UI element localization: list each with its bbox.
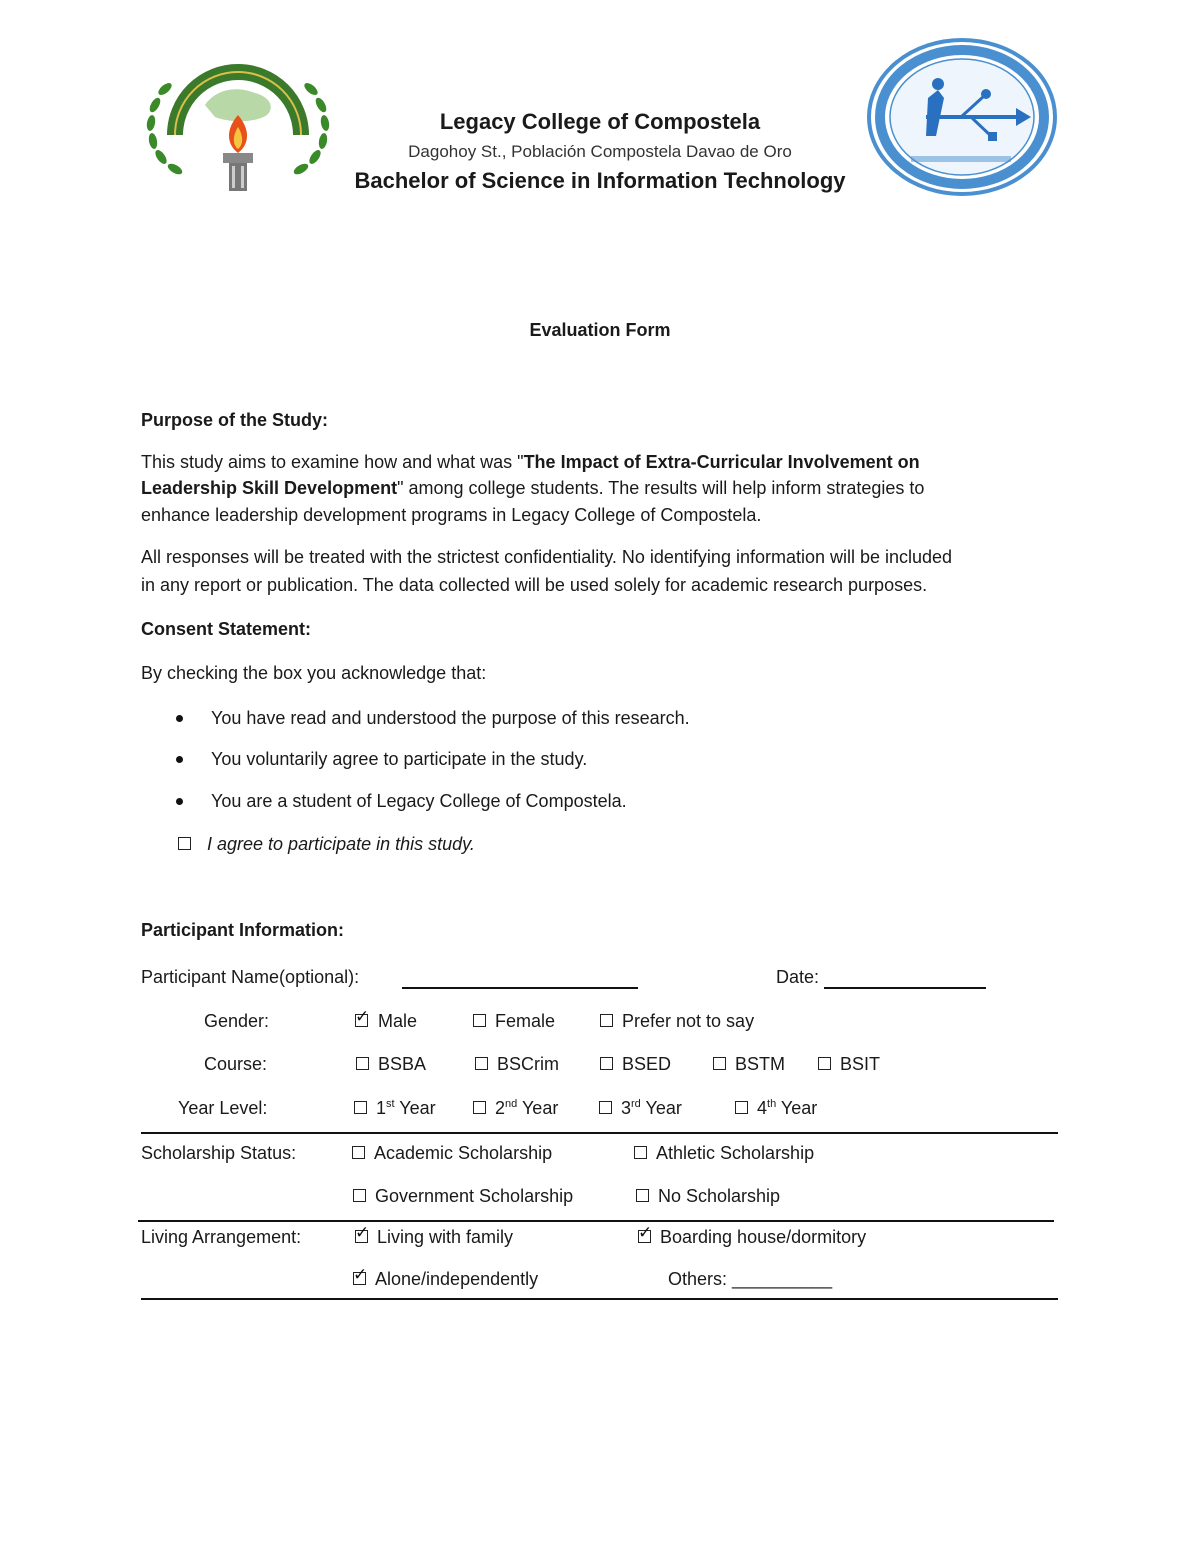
year-4-label (757, 1098, 817, 1119)
gender-female-checkbox[interactable] (473, 1014, 486, 1027)
name-field[interactable] (402, 987, 638, 989)
course-bsba-label: BSBA (378, 1054, 427, 1074)
scholarship-none-checkbox[interactable] (636, 1189, 649, 1202)
consent-bullet-1: You have read and understood the purpose of this research. (211, 708, 690, 728)
living-alone-label: Alone/independently (375, 1269, 539, 1289)
divider-line (141, 1132, 1058, 1134)
purpose-heading: Purpose of the Study: (141, 410, 329, 430)
year-2-word: Year (521, 1098, 559, 1118)
gender-female-label: Female (495, 1011, 556, 1031)
purpose-paragraph-1-line-2 (141, 478, 924, 499)
program-name: Bachelor of Science in Information Technology (354, 168, 846, 193)
gender-label: Gender: (204, 1011, 270, 1031)
living-others-label: Others: __________ (668, 1269, 833, 1289)
course-bstm-label: BSTM (735, 1054, 786, 1074)
purpose-paragraph-1 (141, 452, 920, 473)
divider-line (138, 1220, 1054, 1222)
year-1-checkbox[interactable] (354, 1101, 367, 1114)
year-1-num: 1 (376, 1098, 387, 1118)
year-3-sup: rd (631, 1098, 641, 1110)
agree-label-text: I agree to participate in this study (207, 834, 470, 854)
name-label: Participant Name(optional): (141, 967, 360, 987)
course-bsit-checkbox[interactable] (818, 1057, 831, 1070)
bullet-icon (176, 715, 183, 722)
living-family-label: Living with family (377, 1227, 514, 1247)
living-boarding-checkbox[interactable] (638, 1230, 651, 1243)
course-bscrim-label: BSCrim (497, 1054, 559, 1074)
gender-prefer-not-checkbox[interactable] (600, 1014, 613, 1027)
study-title-part-1: The Impact of Extra-Curricular Involvement on (523, 452, 920, 472)
confidentiality-text-a: All responses will be treated with the strictest confidentiality. No identifying information will be included (141, 547, 953, 567)
purpose-text-b: " among college students. The results will help inform strategies to (397, 478, 925, 498)
confidentiality-text-b: in any report or publication. The data collected will be used solely for academic research purposes. (141, 575, 928, 595)
year-4-num: 4 (757, 1098, 768, 1118)
course-bstm-checkbox[interactable] (713, 1057, 726, 1070)
purpose-text-c: enhance leadership development programs in Legacy College of Compostela. (141, 505, 762, 525)
study-title-part-2: Leadership Skill Development (141, 478, 398, 498)
course-bsba-checkbox[interactable] (356, 1057, 369, 1070)
course-label: Course: (204, 1054, 268, 1074)
gender-male-label: Male (378, 1011, 418, 1031)
year-4-sup: th (767, 1098, 777, 1110)
course-bsit-label: BSIT (840, 1054, 881, 1074)
year-4-word: Year (780, 1098, 818, 1118)
year-4-checkbox[interactable] (735, 1101, 748, 1114)
living-label: Living Arrangement: (141, 1227, 302, 1247)
year-2-num: 2 (495, 1098, 506, 1118)
year-2-label (495, 1098, 558, 1119)
living-family-checkbox[interactable] (355, 1230, 368, 1243)
course-bsed-checkbox[interactable] (600, 1057, 613, 1070)
scholarship-academic-checkbox[interactable] (352, 1146, 365, 1159)
scholarship-academic-label: Academic Scholarship (374, 1143, 553, 1163)
consent-heading: Consent Statement: (141, 619, 312, 639)
bullet-icon (176, 756, 183, 763)
consent-bullet-3: You are a student of Legacy College of Compostela. (211, 791, 627, 811)
school-address: Dagohoy St., Población Compostela Davao de Oro (408, 142, 792, 161)
date-field[interactable] (824, 987, 986, 989)
living-boarding-label: Boarding house/dormitory (660, 1227, 867, 1247)
scholarship-government-checkbox[interactable] (353, 1189, 366, 1202)
agree-checkbox[interactable] (178, 837, 191, 850)
course-bsed-label: BSED (622, 1054, 672, 1074)
year-1-word: Year (399, 1098, 436, 1118)
year-3-num: 3 (621, 1098, 632, 1118)
scholarship-government-label: Government Scholarship (375, 1186, 574, 1206)
year-3-checkbox[interactable] (599, 1101, 612, 1114)
bullet-icon (176, 798, 183, 805)
scholarship-athletic-label: Athletic Scholarship (656, 1143, 815, 1163)
year-1-sup: st (386, 1098, 395, 1110)
form-title: Evaluation Form (529, 320, 671, 340)
year-2-sup: nd (505, 1098, 518, 1110)
year-level-label: Year Level: (178, 1098, 268, 1118)
living-alone-checkbox[interactable] (353, 1272, 366, 1285)
gender-prefer-not-label: Prefer not to say (622, 1011, 755, 1031)
scholarship-label: Scholarship Status: (141, 1143, 297, 1163)
year-1-label (376, 1098, 436, 1119)
purpose-text-a: This study aims to examine how and what was " (141, 452, 524, 472)
year-3-label (621, 1098, 682, 1119)
school-name: Legacy College of Compostela (439, 109, 761, 134)
consent-intro: By checking the box you acknowledge that: (141, 663, 487, 683)
date-label: Date: (776, 967, 820, 987)
year-3-word: Year (645, 1098, 682, 1118)
participant-heading: Participant Information: (141, 920, 345, 940)
gender-male-checkbox[interactable] (355, 1014, 368, 1027)
divider-line (141, 1298, 1058, 1300)
consent-bullet-2: You voluntarily agree to participate in the study. (211, 749, 588, 769)
scholarship-athletic-checkbox[interactable] (634, 1146, 647, 1159)
scholarship-none-label: No Scholarship (658, 1186, 781, 1206)
year-2-checkbox[interactable] (473, 1101, 486, 1114)
course-bscrim-checkbox[interactable] (475, 1057, 488, 1070)
agree-label: I agree to participate in this study. (207, 834, 475, 854)
